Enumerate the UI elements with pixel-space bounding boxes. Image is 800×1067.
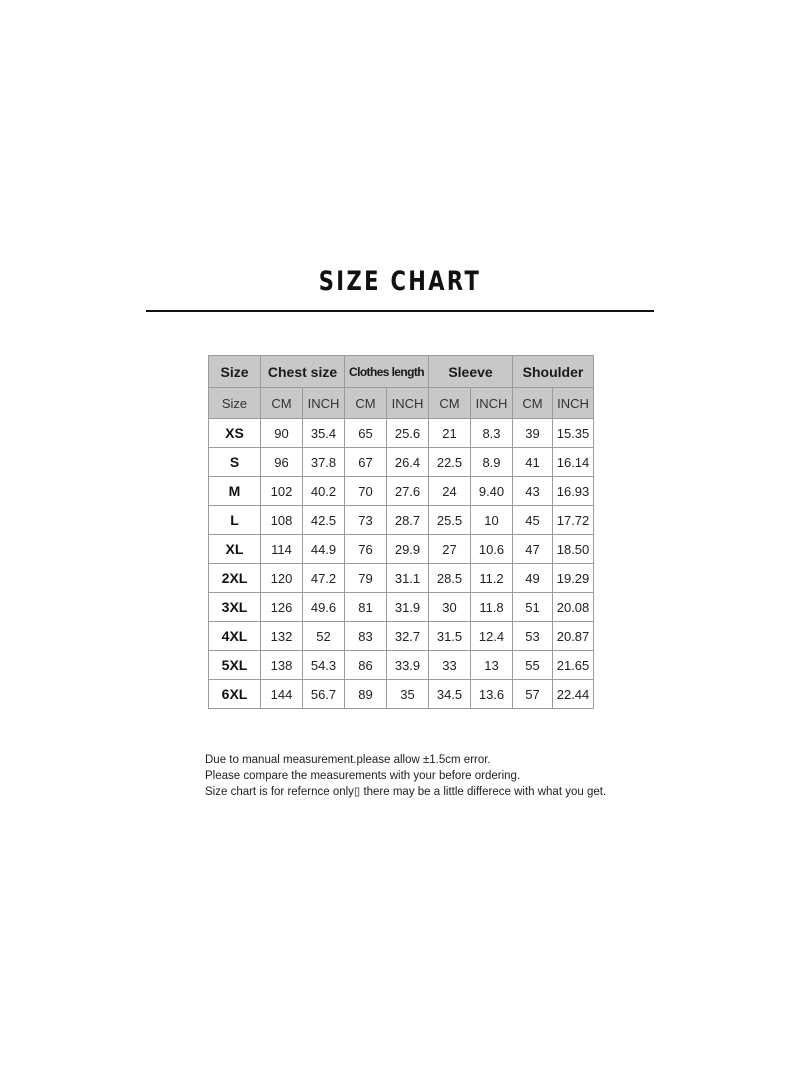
measurement-cell: 10 [471,506,513,535]
unit-cell: CM [261,388,303,419]
measurement-cell: 24 [429,477,471,506]
measurement-cell: 18.50 [553,535,594,564]
measurement-cell: 114 [261,535,303,564]
measurement-cell: 79 [345,564,387,593]
unit-cell: INCH [553,388,594,419]
unit-cell: INCH [387,388,429,419]
table-row [209,622,594,651]
table-unit-row [209,388,594,419]
measurement-cell: 20.87 [553,622,594,651]
measurement-cell: 35.4 [303,419,345,448]
measurement-cell: 55 [513,651,553,680]
measurement-cell: 31.9 [387,593,429,622]
unit-cell: Size [209,388,261,419]
table-row [209,419,594,448]
measurement-cell: 52 [303,622,345,651]
measurement-cell: 108 [261,506,303,535]
measurement-cell: 44.9 [303,535,345,564]
table-row [209,564,594,593]
size-label-cell: S [209,448,261,477]
table-row [209,448,594,477]
table-row [209,680,594,709]
measurement-cell: 42.5 [303,506,345,535]
measurement-cell: 32.7 [387,622,429,651]
measurement-cell: 126 [261,593,303,622]
measurement-cell: 21 [429,419,471,448]
measurement-cell: 31.1 [387,564,429,593]
measurement-cell: 8.3 [471,419,513,448]
size-label-cell: 6XL [209,680,261,709]
measurement-cell: 27.6 [387,477,429,506]
measurement-cell: 11.2 [471,564,513,593]
measurement-cell: 13 [471,651,513,680]
measurement-cell: 132 [261,622,303,651]
measurement-cell: 39 [513,419,553,448]
measurement-cell: 120 [261,564,303,593]
measurement-cell: 11.8 [471,593,513,622]
size-label-cell: L [209,506,261,535]
measurement-cell: 10.6 [471,535,513,564]
measurement-cell: 31.5 [429,622,471,651]
measurement-notes [205,752,606,800]
measurement-cell: 43 [513,477,553,506]
table-body [209,419,594,709]
measurement-cell: 21.65 [553,651,594,680]
measurement-cell: 12.4 [471,622,513,651]
measurement-cell: 17.72 [553,506,594,535]
measurement-cell: 90 [261,419,303,448]
measurement-cell: 26.4 [387,448,429,477]
unit-cell: CM [345,388,387,419]
measurement-cell: 13.6 [471,680,513,709]
measurement-cell: 8.9 [471,448,513,477]
measurement-cell: 28.7 [387,506,429,535]
measurement-cell: 15.35 [553,419,594,448]
measurement-cell: 9.40 [471,477,513,506]
size-label-cell: 3XL [209,593,261,622]
measurement-cell: 16.93 [553,477,594,506]
measurement-cell: 41 [513,448,553,477]
page-title: SIZE CHART [318,266,482,297]
size-label-cell: XS [209,419,261,448]
measurement-cell: 86 [345,651,387,680]
measurement-cell: 47 [513,535,553,564]
measurement-cell: 56.7 [303,680,345,709]
measurement-cell: 25.6 [387,419,429,448]
measurement-cell: 22.44 [553,680,594,709]
unit-cell: INCH [471,388,513,419]
note-line: Due to manual measurement.please allow ±1.5cm error. [205,754,491,766]
header-chest-size: Chest size [261,356,345,388]
table-row [209,506,594,535]
measurement-cell: 96 [261,448,303,477]
title-divider [146,310,654,312]
measurement-cell: 20.08 [553,593,594,622]
measurement-cell: 81 [345,593,387,622]
measurement-cell: 53 [513,622,553,651]
measurement-cell: 51 [513,593,553,622]
measurement-cell: 27 [429,535,471,564]
measurement-cell: 57 [513,680,553,709]
measurement-cell: 47.2 [303,564,345,593]
measurement-cell: 67 [345,448,387,477]
measurement-cell: 102 [261,477,303,506]
size-label-cell: M [209,477,261,506]
measurement-cell: 144 [261,680,303,709]
measurement-cell: 19.29 [553,564,594,593]
header-size: Size [209,356,261,388]
measurement-cell: 37.8 [303,448,345,477]
table-row [209,593,594,622]
size-label-cell: XL [209,535,261,564]
header-shoulder: Shoulder [513,356,594,388]
measurement-cell: 70 [345,477,387,506]
unit-cell: CM [429,388,471,419]
measurement-cell: 45 [513,506,553,535]
measurement-cell: 138 [261,651,303,680]
unit-cell: CM [513,388,553,419]
size-label-cell: 2XL [209,564,261,593]
measurement-cell: 30 [429,593,471,622]
measurement-cell: 83 [345,622,387,651]
measurement-cell: 28.5 [429,564,471,593]
measurement-cell: 76 [345,535,387,564]
table-row [209,535,594,564]
note-line: Please compare the measurements with your before ordering. [205,770,521,782]
measurement-cell: 22.5 [429,448,471,477]
measurement-cell: 54.3 [303,651,345,680]
measurement-cell: 16.14 [553,448,594,477]
size-label-cell: 5XL [209,651,261,680]
measurement-cell: 65 [345,419,387,448]
measurement-cell: 25.5 [429,506,471,535]
measurement-cell: 35 [387,680,429,709]
measurement-cell: 29.9 [387,535,429,564]
measurement-cell: 89 [345,680,387,709]
measurement-cell: 34.5 [429,680,471,709]
measurement-cell: 40.2 [303,477,345,506]
size-chart-table [208,355,594,709]
note-line: Size chart is for refernce only▯ there may be a little differece with what you get. [205,786,607,798]
measurement-cell: 33.9 [387,651,429,680]
table-row [209,651,594,680]
header-clothes-length: Clothes length [345,356,429,388]
measurement-cell: 49.6 [303,593,345,622]
size-label-cell: 4XL [209,622,261,651]
table-row [209,477,594,506]
unit-cell: INCH [303,388,345,419]
table-header-row [209,356,594,388]
measurement-cell: 73 [345,506,387,535]
header-sleeve: Sleeve [429,356,513,388]
measurement-cell: 33 [429,651,471,680]
measurement-cell: 49 [513,564,553,593]
